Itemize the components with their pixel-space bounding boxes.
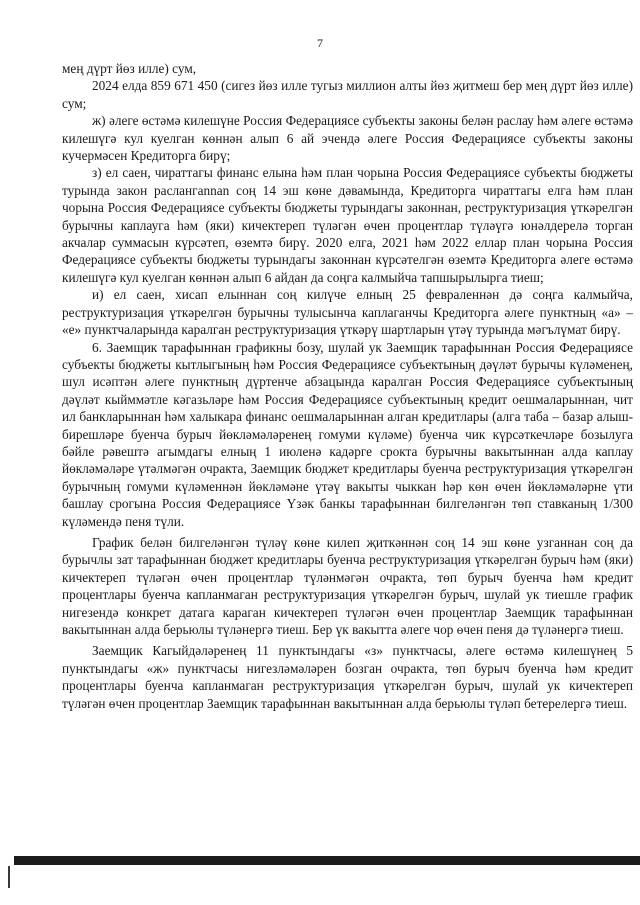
scan-edge-mark — [8, 866, 10, 888]
footer-rule — [14, 856, 640, 865]
paragraph-continuation: мең дүрт йөз илле) сум, — [62, 61, 197, 76]
page-number: 7 — [317, 36, 323, 50]
paragraph-item-zh: ж) әлеге өстәмә килешүне Россия Федерациясе субъекты законы белән раслау һәм әлеге өстәмә килешүгә кул куелган көннән алып 6 ай эчендә әлеге Россия Федерациясе субъекты законы кучермәсен Кредиторга бирү; — [62, 113, 633, 164]
paragraph-item-i: и) ел саен, хисап елыннан соң килүче елның 25 февраленнән дә соңга калмыйча, реструктуризация үткәрелгән бурычны тулысынча каплаганчы Кредиторга әлеге пунктның «а» – «е» пунктчаларында каралган реструктуризация үткәрү шартларын үтәү турында мәгълүмат бирү. — [62, 287, 633, 338]
paragraph-2024-sum: 2024 елда 859 671 450 (сигез йөз илле тугыз миллион алты йөз җитмеш бер мең дүрт йөз илле) сум; — [62, 78, 633, 111]
paragraph-item-z: з) ел саен, чираттагы финанс елына һәм план чорына Россия Федерациясе субъекты бюджеты турында закон раслангannan соң 14 эш көне дәвамында, Кредиторга чираттагы елга һәм план чорына Россия Федерациясе субъекты бюджеты турындагы законнан, реструктуризация үткәрелгән бурычны каплауга һәм (яки) кичектереп түләгән өчен процентлар түләүгә юнәлдерелә торган акчалар суммасын күрсәтеп, өземтә бирү. 2020 елга, 2021 һәм 2022 еллар план чорына Россия Федерациясе субъекты бюджеты турындагы законнан күрсәтелгән өземтә Кредиторга әлеге өстәмә килешүгә кул куелган көннән алып 6 айдан да соңга калмыйча тапшырылырга тиеш; — [62, 165, 633, 285]
body-text — [62, 60, 633, 712]
paragraph-schedule-payment: График белән билгеләнгән түләү көне килеп җиткәннән соң 14 эш көне узганнан соң да бурычлы зат тарафыннан бюджет кредитлары буенча реструктуризация үткәрелгән бурыч һәм (яки) кичектереп түләгән өчен процентлар түләнмәгән очракта, төп бурыч буенча һәм кредит процентлары буенча капланмаган реструктуризация үткәрелгән бурыч, шулай ук тиешле график нигезендә конкрет датага караган кичектереп түләгән өчен процентлар Заемщик тарафыннан вакытыннан алда берьюлы түләнергә тиеш. Бер үк вакытта әлеге чор өчен пеня дә түләнергә тиеш. — [62, 534, 633, 637]
paragraph-borrower-rules: Заемщик Кагыйдәләренең 11 пунктындагы «з» пунктчасы, әлеге өстәмә килешүнең 5 пунктындагы «ж» пунктчасы нигезләмәләрен бозган очракта, төп бурыч буенча һәм кредит процентлары буенча капланмаган реструктуризация үткәрелгән бурыч, шулай ук кичектереп түләгән өчен процентлар Заемщик тарафыннан вакытыннан алда берьюлы түләп бетерелергә тиеш. — [62, 643, 633, 711]
paragraph-section-6: 6. Заемщик тарафыннан графикны бозу, шулай ук Заемщик тарафыннан Россия Федерациясе субъекты бюджеты кытлыгының һәм Россия Федерациясе субъектының дәүләт бурычы күләменең, шул исәптән әлеге пунктның дүртенче абзацында каралган Россия Федерациясе субъектының дәүләт кыйммәтле кәгазьләре һәм Россия Федерациясе субъектының кредит оешмаларыннан, чит ил банкларыннан һәм халыкара финанс оешмаларыннан алган кредитлары (алга таба – базар алыш-бирешләре буенча бурыч йөкләмәләренең гомуми күләме) буенча чик күрсәткечләре бозылуга бәйле рәвештә агымдагы елның 1 июленә кадәрге срокта бурычны вакытыннан алда каплау йөкләмәләре үтәлмәгән очракта, Заемщик бюджет кредитлары буенча реструктуризация үткәрелгән бурычның гомуми күләменнән йөкләмәне үтәү вакыты чыккан һәр көн өчен йөкләмәләрне үти башлау срогына Россия Федерациясе Үзәк банкы тарафыннан билгеләнгән төп ставканың 1/300 күләмендә пеня түли. — [62, 339, 633, 529]
